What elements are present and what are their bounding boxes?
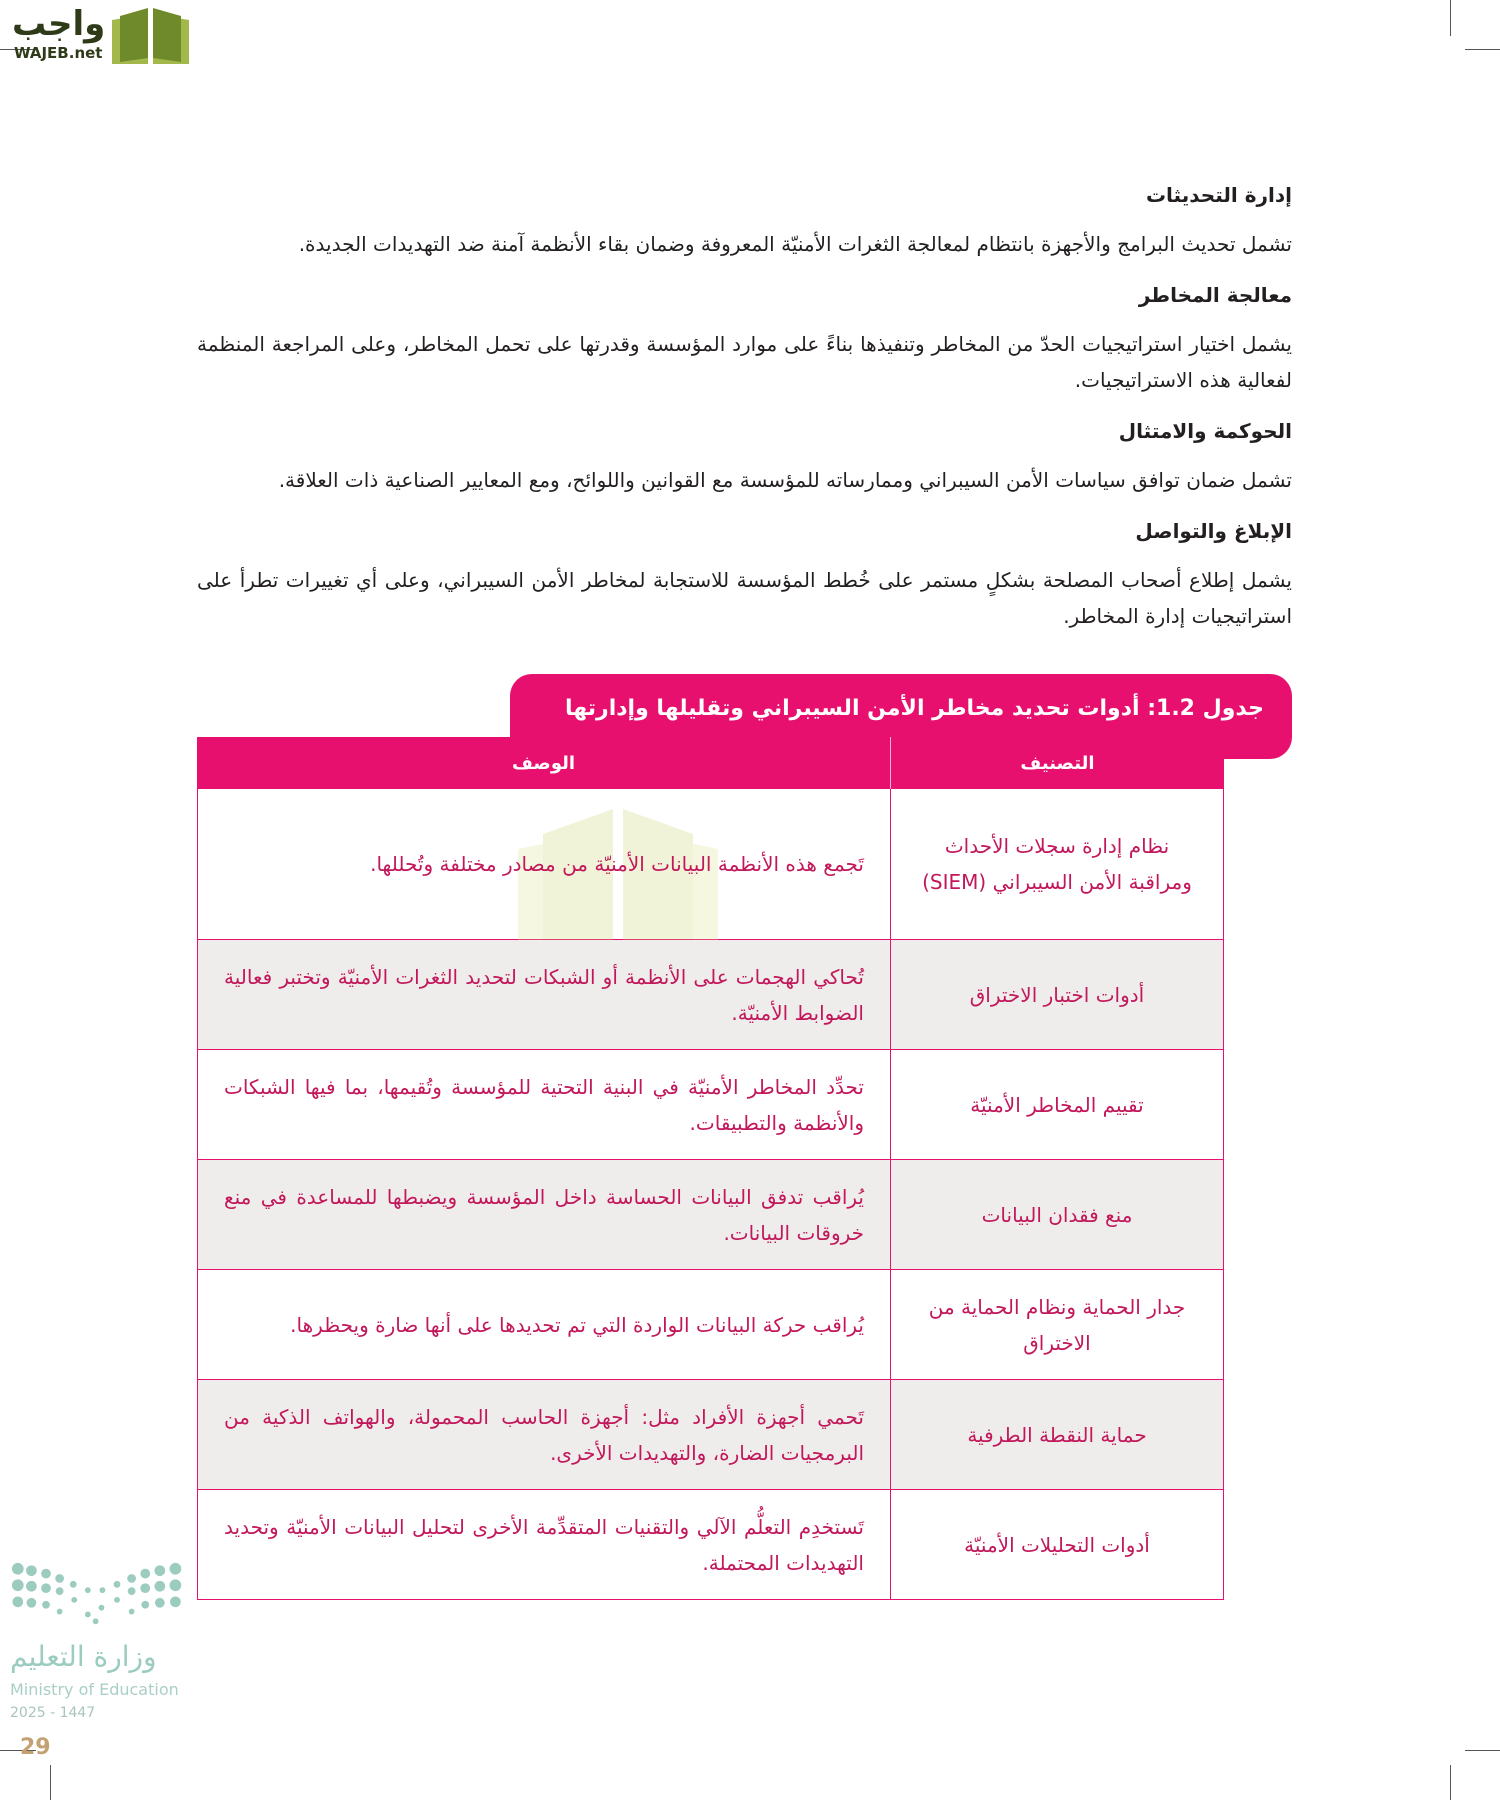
crop-mark <box>1450 0 1451 36</box>
table-row <box>197 940 1224 1050</box>
cell-category: أدوات اختبار الاختراق <box>890 940 1223 1049</box>
logo-arabic: واجب <box>12 4 106 44</box>
page-body <box>197 178 1292 1600</box>
table-section <box>197 674 1292 1600</box>
crop-mark <box>1465 49 1500 50</box>
page-number: 29 <box>20 1735 51 1760</box>
section-heading: معالجة المخاطر <box>1138 283 1292 307</box>
cell-description: تَجمع هذه الأنظمة البيانات الأمنيّة من مصادر مختلفة وتُحللها. <box>370 852 864 876</box>
section-heading: إدارة التحديثات <box>1145 183 1292 207</box>
table-row <box>197 1050 1224 1160</box>
cell-description: تَستخدِم التعلُّم الآلي والتقنيات المتقدِّمة الأخرى لتحليل البيانات الأمنيّة وتحديد التهديدات المحتملة. <box>224 1514 864 1575</box>
cell-category: تقييم المخاطر الأمنيّة <box>890 1050 1223 1159</box>
header-description: الوصف <box>511 752 576 774</box>
ministry-name-arabic: وزارة التعليم <box>10 1640 157 1673</box>
ministry-name-english: Ministry of Education <box>10 1680 179 1699</box>
cell-description: تُحاكي الهجمات على الأنظمة أو الشبكات لتحديد الثغرات الأمنيّة وتختبر فعالية الضوابط الأمنيّة. <box>224 964 864 1025</box>
section-body: تشمل ضمان توافق سياسات الأمن السيبراني وممارساته للمؤسسة مع القوانين واللوائح، ومع المعايير الصناعية ذات العلاقة. <box>278 468 1292 492</box>
cell-category: حماية النقطة الطرفية <box>890 1380 1223 1489</box>
tools-table <box>197 737 1224 1600</box>
crop-mark <box>50 1765 51 1800</box>
table-row <box>197 1160 1224 1270</box>
crop-mark <box>1465 1750 1500 1751</box>
section-heading: الإبلاغ والتواصل <box>1135 519 1292 543</box>
table-row <box>197 1380 1224 1490</box>
book-icon <box>108 6 193 66</box>
cell-description: تحدِّد المخاطر الأمنيّة في البنية التحتية للمؤسسة وتُقيمها، بما فيها الشبكات والأنظمة والتطبيقات. <box>224 1074 864 1135</box>
cell-description: يُراقب تدفق البيانات الحساسة داخل المؤسسة ويضبطها للمساعدة في منع خروقات البيانات. <box>224 1184 864 1245</box>
table-row <box>197 1270 1224 1380</box>
table-title: جدول 1.2: أدوات تحديد مخاطر الأمن السيبراني وتقليلها وإدارتها <box>565 696 1264 721</box>
body-content <box>197 178 1292 634</box>
cell-category: نظام إدارة سجلات الأحداث ومراقبة الأمن السيبراني (SIEM) <box>890 789 1223 939</box>
cell-description: تَحمي أجهزة الأفراد مثل: أجهزة الحاسب المحمولة، والهواتف الذكية من البرمجيات الضارة، والتهديدات الأخرى. <box>224 1404 864 1465</box>
ministry-logo <box>10 1560 195 1721</box>
table-row <box>197 1490 1224 1600</box>
edition-year: 2025 - 1447 <box>10 1705 96 1721</box>
cell-category: أدوات التحليلات الأمنيّة <box>890 1490 1223 1599</box>
cell-description: يُراقب حركة البيانات الواردة التي تم تحديدها على أنها ضارة ويحظرها. <box>290 1312 864 1337</box>
header-category: التصنيف <box>890 737 1224 789</box>
cell-category: منع فقدان البيانات <box>890 1160 1223 1269</box>
logo-english: WAJEB.net <box>14 44 103 62</box>
ministry-dots-icon <box>10 1560 190 1630</box>
table-header <box>197 737 1224 789</box>
section-heading: الحوكمة والامتثال <box>1118 419 1292 443</box>
section-body: يشمل اختيار استراتيجيات الحدّ من المخاطر وتنفيذها بناءً على موارد المؤسسة وقدرتها على تحمل المخاطر، وعلى المراجعة المنظمة لفعالية هذه الاستراتيجيات. <box>197 332 1292 392</box>
section-body: تشمل تحديث البرامج والأجهزة بانتظام لمعالجة الثغرات الأمنيّة المعروفة وضمان بقاء الأنظمة آمنة ضد التهديدات الجديدة. <box>298 232 1292 256</box>
section-body: يشمل إطلاع أصحاب المصلحة بشكلٍ مستمر على خُطط المؤسسة للاستجابة لمخاطر الأمن السيبراني، وعلى أي تغييرات تطرأ على استراتيجيات إدارة المخاطر. <box>197 568 1292 628</box>
crop-mark <box>1450 1765 1451 1800</box>
cell-category: جدار الحماية ونظام الحماية من الاختراق <box>890 1270 1223 1379</box>
table-row <box>197 789 1224 940</box>
wajeb-logo <box>8 4 193 66</box>
